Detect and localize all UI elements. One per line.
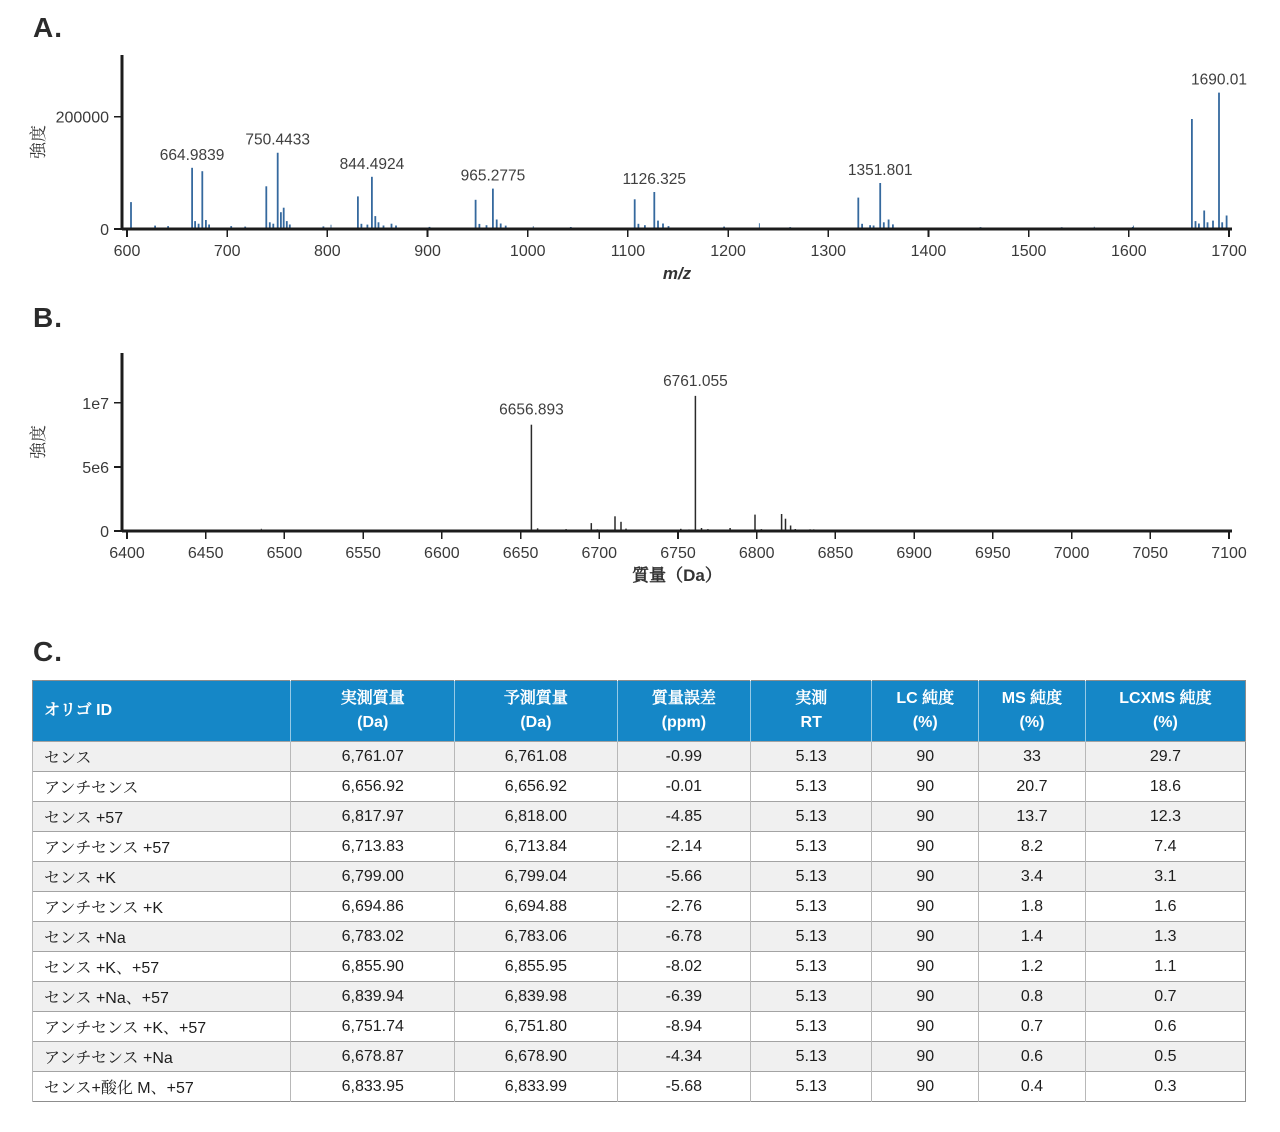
table-row (33, 922, 1246, 952)
x-tick-label: 6750 (660, 545, 696, 562)
peak-label: 1351.801 (847, 161, 913, 179)
value-cell: 90 (872, 952, 979, 982)
x-tick-label: 7100 (1211, 545, 1247, 562)
x-tick-label: 1500 (1010, 243, 1047, 260)
column-header: 実測質量 (Da) (291, 681, 455, 742)
value-cell: 90 (872, 772, 979, 802)
value-cell: -2.76 (617, 892, 750, 922)
x-tick-label: 6900 (896, 545, 932, 562)
table-row (33, 982, 1246, 1012)
value-cell: 6,799.00 (291, 862, 455, 892)
x-tick-label: 1600 (1111, 243, 1147, 260)
value-cell: -5.68 (617, 1072, 750, 1102)
value-cell: 1.2 (979, 952, 1086, 982)
value-cell: 0.4 (979, 1072, 1086, 1102)
x-tick-label: 1700 (1211, 243, 1247, 260)
peak-label: 1690.01 (1190, 71, 1248, 89)
value-cell: 6,855.95 (455, 952, 618, 982)
value-cell: 1.3 (1085, 922, 1245, 952)
oligo-id-cell: センス+酸化 M、+57 (33, 1072, 291, 1102)
value-cell: 90 (872, 1012, 979, 1042)
table-row (33, 952, 1246, 982)
peak-label: 844.4924 (339, 155, 405, 173)
value-cell: 90 (872, 922, 979, 952)
x-tick-label: 7050 (1132, 545, 1169, 562)
value-cell: 90 (872, 742, 979, 772)
value-cell: -8.02 (617, 952, 750, 982)
value-cell: 1.1 (1085, 952, 1245, 982)
value-cell: 90 (872, 1042, 979, 1072)
value-cell: 6,833.99 (455, 1072, 618, 1102)
oligo-id-cell: センス +K (33, 862, 291, 892)
value-cell: 0.6 (979, 1042, 1086, 1072)
value-cell: -0.99 (617, 742, 750, 772)
value-cell: 6,751.74 (291, 1012, 455, 1042)
peak-label: 6761.055 (663, 372, 728, 390)
value-cell: 6,678.87 (291, 1042, 455, 1072)
value-cell: -4.85 (617, 802, 750, 832)
value-cell: -8.94 (617, 1012, 750, 1042)
value-cell: 5.13 (751, 982, 872, 1012)
value-cell: 5.13 (751, 1012, 872, 1042)
x-tick-label: 900 (414, 243, 441, 260)
value-cell: -6.39 (617, 982, 750, 1012)
x-tick-label: 1100 (610, 243, 646, 260)
table-row (33, 862, 1246, 892)
oligo-id-cell: アンチセンス (33, 772, 291, 802)
x-tick-label: 6650 (502, 545, 539, 562)
y-tick-label: 1e7 (82, 395, 109, 413)
x-tick-label: 7000 (1053, 545, 1090, 562)
oligo-id-cell: アンチセンス +K、+57 (33, 1012, 291, 1042)
value-cell: 0.7 (979, 1012, 1086, 1042)
value-cell: 6,799.04 (455, 862, 618, 892)
value-cell: 5.13 (751, 802, 872, 832)
value-cell: 6,761.07 (291, 742, 455, 772)
value-cell: 12.3 (1085, 802, 1245, 832)
value-cell: 5.13 (751, 952, 872, 982)
value-cell: 18.6 (1085, 772, 1245, 802)
table-row (33, 1042, 1246, 1072)
peak-label: 6656.893 (499, 401, 564, 419)
value-cell: 6,818.00 (455, 802, 618, 832)
value-cell: 6,713.83 (291, 832, 455, 862)
panel-b-label: B. (33, 302, 63, 333)
value-cell: 0.3 (1085, 1072, 1245, 1102)
oligo-id-cell: アンチセンス +Na (33, 1042, 291, 1072)
value-cell: 5.13 (751, 832, 872, 862)
deconvoluted-mass-spectrum-chart (0, 298, 1280, 613)
oligo-results-table (32, 680, 1246, 1102)
x-tick-label: 1400 (910, 243, 947, 260)
panel-c-label: C. (33, 636, 63, 667)
column-header: 実測 RT (751, 681, 872, 742)
x-tick-label: 6950 (975, 545, 1011, 562)
peak-label: 965.2775 (460, 167, 526, 185)
value-cell: 6,694.88 (455, 892, 618, 922)
value-cell: 6,656.92 (455, 772, 618, 802)
value-cell: 90 (872, 1072, 979, 1102)
table-row (33, 832, 1246, 862)
x-tick-label: 6800 (738, 545, 775, 562)
oligo-id-cell: センス +Na、+57 (33, 982, 291, 1012)
oligo-id-cell: センス +K、+57 (33, 952, 291, 982)
table-row (33, 742, 1246, 772)
value-cell: -2.14 (617, 832, 750, 862)
table-row (33, 802, 1246, 832)
value-cell: -4.34 (617, 1042, 750, 1072)
oligo-id-cell: センス +Na (33, 922, 291, 952)
column-header: MS 純度 (%) (979, 681, 1086, 742)
value-cell: 6,678.90 (455, 1042, 618, 1072)
value-cell: 1.4 (979, 922, 1086, 952)
value-cell: 6,761.08 (455, 742, 618, 772)
column-header: 質量誤差 (ppm) (617, 681, 750, 742)
value-cell: 90 (872, 892, 979, 922)
x-tick-label: 6500 (266, 545, 303, 562)
x-tick-label: 6450 (187, 545, 224, 562)
value-cell: 90 (872, 982, 979, 1012)
value-cell: 90 (872, 832, 979, 862)
x-axis-label: 質量（Da） (632, 566, 722, 585)
x-tick-label: 700 (213, 243, 241, 260)
value-cell: 6,783.02 (291, 922, 455, 952)
column-header: LCXMS 純度 (%) (1085, 681, 1245, 742)
ms-spectrum-chart (0, 0, 1280, 296)
x-tick-label: 6550 (345, 545, 381, 562)
x-tick-label: 1200 (710, 243, 746, 260)
value-cell: 6,817.97 (291, 802, 455, 832)
value-cell: 6,713.84 (455, 832, 618, 862)
value-cell: 5.13 (751, 862, 872, 892)
column-header: 予測質量 (Da) (455, 681, 618, 742)
value-cell: 5.13 (751, 922, 872, 952)
y-axis-label: 強度 (29, 425, 48, 459)
x-axis-label: m/z (662, 264, 692, 283)
value-cell: 5.13 (751, 892, 872, 922)
value-cell: 0.6 (1085, 1012, 1245, 1042)
value-cell: 6,855.90 (291, 952, 455, 982)
value-cell: 7.4 (1085, 832, 1245, 862)
value-cell: 13.7 (979, 802, 1086, 832)
peak-label: 664.9839 (159, 146, 225, 164)
header-row (33, 681, 1246, 742)
oligo-id-cell: センス +57 (33, 802, 291, 832)
value-cell: 0.5 (1085, 1042, 1245, 1072)
value-cell: 6,839.98 (455, 982, 618, 1012)
y-tick-label: 5e6 (82, 459, 109, 477)
value-cell: -6.78 (617, 922, 750, 952)
x-tick-label: 6700 (581, 545, 618, 562)
value-cell: 90 (872, 862, 979, 892)
value-cell: 0.8 (979, 982, 1086, 1012)
value-cell: 33 (979, 742, 1086, 772)
table-row (33, 772, 1246, 802)
value-cell: 6,833.95 (291, 1072, 455, 1102)
value-cell: 6,694.86 (291, 892, 455, 922)
y-tick-label: 0 (100, 524, 109, 541)
x-tick-label: 6850 (817, 545, 854, 562)
value-cell: 6,783.06 (455, 922, 618, 952)
y-tick-label: 0 (100, 222, 109, 239)
value-cell: 6,656.92 (291, 772, 455, 802)
table-row (33, 1072, 1246, 1102)
value-cell: 5.13 (751, 742, 872, 772)
value-cell: 1.6 (1085, 892, 1245, 922)
x-tick-label: 800 (314, 243, 341, 260)
value-cell: 3.4 (979, 862, 1086, 892)
value-cell: 0.7 (1085, 982, 1245, 1012)
x-tick-label: 6400 (109, 545, 145, 562)
value-cell: -0.01 (617, 772, 750, 802)
oligo-results-table-wrap (32, 680, 1246, 1102)
value-cell: 8.2 (979, 832, 1086, 862)
value-cell: 6,751.80 (455, 1012, 618, 1042)
value-cell: 5.13 (751, 1042, 872, 1072)
x-tick-label: 1300 (810, 243, 847, 260)
value-cell: 1.8 (979, 892, 1086, 922)
value-cell: 3.1 (1085, 862, 1245, 892)
table-row (33, 1012, 1246, 1042)
panel-a-label: A. (33, 12, 63, 43)
x-tick-label: 600 (113, 243, 141, 260)
value-cell: 90 (872, 802, 979, 832)
peak-label: 1126.325 (622, 170, 687, 188)
column-header: オリゴ ID (33, 681, 291, 742)
oligo-id-cell: センス (33, 742, 291, 772)
x-tick-label: 1000 (509, 243, 546, 260)
value-cell: 20.7 (979, 772, 1086, 802)
y-tick-label: 200000 (55, 109, 109, 127)
oligo-id-cell: アンチセンス +K (33, 892, 291, 922)
value-cell: 5.13 (751, 1072, 872, 1102)
x-tick-label: 6600 (424, 545, 460, 562)
table-row (33, 892, 1246, 922)
peak-label: 750.4433 (245, 131, 311, 149)
value-cell: -5.66 (617, 862, 750, 892)
y-axis-label: 強度 (29, 125, 48, 159)
column-header: LC 純度 (%) (872, 681, 979, 742)
value-cell: 5.13 (751, 772, 872, 802)
value-cell: 29.7 (1085, 742, 1245, 772)
value-cell: 6,839.94 (291, 982, 455, 1012)
oligo-id-cell: アンチセンス +57 (33, 832, 291, 862)
